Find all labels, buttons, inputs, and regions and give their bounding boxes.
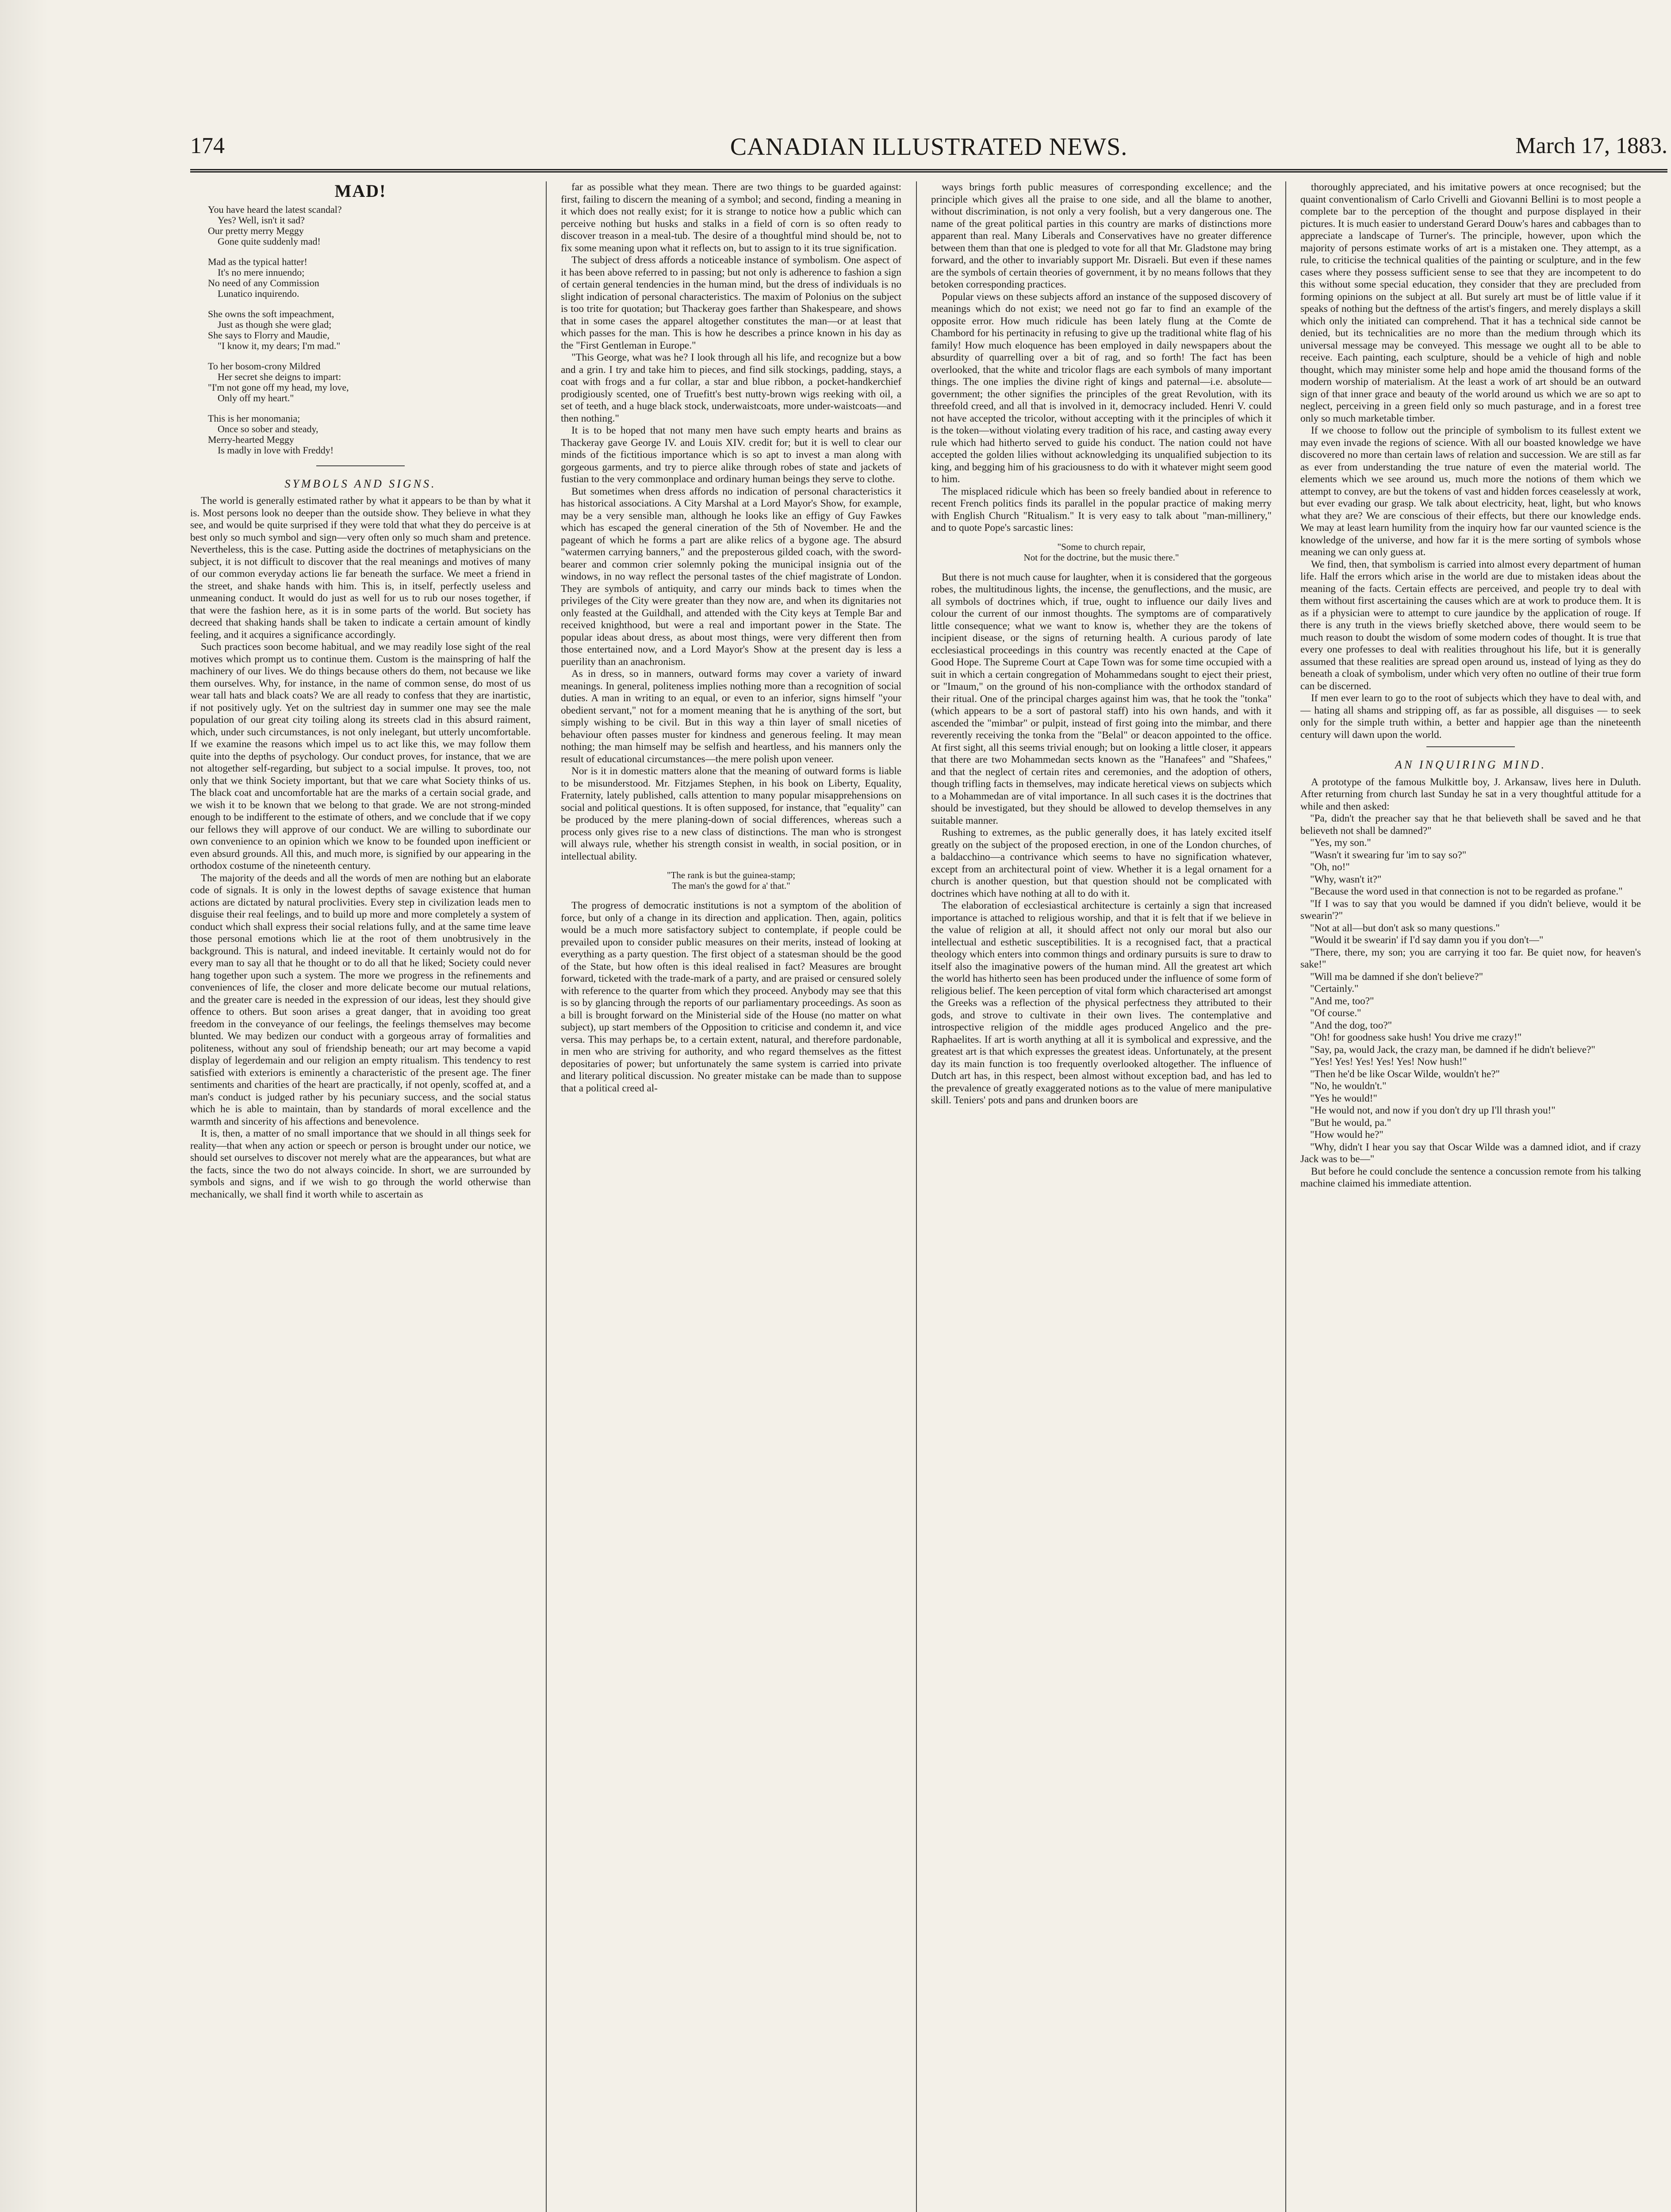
paragraph: "Yes, my son." [1310,837,1371,849]
paragraph: "Of course." [1310,1007,1361,1019]
paragraph: "Pa, didn't the preacher say that he that believeth shall be saved and he that believeth not shall be damned?" [1300,813,1641,837]
poem-stanza [208,204,531,247]
newspaper-title: CANADIAN ILLUSTRATED NEWS. [730,133,1128,161]
poem-line: Is madly in love with Freddy! [218,444,334,456]
poem-line: She says to Florry and Maudie, [208,329,330,341]
paragraph: "Then he'd be like Oscar Wilde, wouldn't he?" [1310,1068,1500,1080]
column-4 [1300,181,1641,2212]
paragraph: "And me, too?" [1310,995,1374,1007]
poem-stanza [208,309,531,351]
article-title-symbols: SYMBOLS AND SIGNS. [284,477,437,490]
quotation-line: The man's the gowd for a' that." [672,880,790,891]
quotation-burns [561,870,901,891]
paragraph: Popular views on these subjects afford an instance of the supposed discovery of meanings which do not exist; we need not go far to find an example of the opposite error. How much ridicule has been lately flung at the Comte de Chambord for his pertinacity in refusing to give up the traditional white flag of his family! How much eloquence has been employed in daily newspapers about the absurdity of quarrelling over a bit of rag, and so forth! The fact has been overlooked, that the white and tricolor flags are each symbols of many important things. The one implies the divine right of kings and paternal—i.e. absolute—government; the other signifies the principles of the great Revolution, with its threefold creed, and all that is involved in it, democracy included. Henri V. could not have accepted the tricolor, without accepting with it the principles of which it is the token—without violating every tradition of his race, and casting away every rule which had hitherto served to guide his conduct. The nation could not have accepted the golden lilies without acknowledging its unqualified subjection to its king, and begging him of his graciousness to do with it whatever might seem good to him. [931,291,1272,485]
article-title-inquiring: AN INQUIRING MIND. [1395,758,1547,771]
page-edge-wear [0,0,49,2212]
column-1 [190,181,531,2212]
poem-stanza [208,413,531,456]
masthead [190,133,1667,168]
paragraph: It is to be hoped that not many men have such empty hearts and brains as Thackeray gave George IV. and Louis XIV. credit for; but it is well to clear our minds of the fictitious importance which is so apt to invest a man along with gorgeous garments, and try to pierce alike through robes of state and jackets of fustian to the very commonplace and ordinary human beings they serve to clothe. [561,425,901,485]
paragraph: The world is generally estimated rather by what it appears to be than by what it is. Most persons look no deeper than the outside show. They believe in what they see, and would be quite surprised if they were told that what they do perceive is at best only so much symbol and sign—very often only so much sham and pretence. Nevertheless, this is the case. Putting aside the doctrines of metaphysicians on the subject, it is not difficult to discover that the real meanings and motives of many of our common everyday actions lie far beneath the surface. We meet a friend in the street, and shake hands with him. This is, in itself, perfectly useless and unmeaning conduct. It would do just as well for us to rub our noses together, if that were the fashion here, as it is in some parts of the world. But society has decreed that shaking hands shall be taken to indicate a certain amount of kindly feeling, and it acquires a significance accordingly. [190,495,531,641]
poem-title: MAD! [334,181,387,201]
paragraph: But before he could conclude the sentence a concussion remote from his talking machine claimed his immediate attention. [1300,1165,1641,1189]
paragraph: "Because the word used in that connection is not to be regarded as profane." [1310,886,1623,897]
paragraph: "No, he wouldn't." [1310,1080,1387,1092]
quotation-pope [931,541,1272,563]
section-rule [1426,746,1515,747]
poem-line: "I'm not gone off my head, my love, [208,381,349,393]
poem-stanza [208,257,531,299]
paragraph: "But he would, pa." [1310,1117,1391,1129]
paragraph: "Yes he would!" [1310,1092,1377,1104]
paragraph: "Yes! Yes! Yes! Yes! Yes! Now hush!" [1310,1056,1467,1068]
page-number: 174 [190,133,225,158]
poem-line: Yes? Well, isn't it sad? [218,214,305,226]
section-rule [316,465,405,466]
paragraph: But sometimes when dress affords no indication of personal characteristics it has historical associations. A City Marshal at a Lord Mayor's Show, for example, may be a very sensible man, although he looks like an effigy of Guy Fawkes which has escaped the general cineration of the 5th of November. He and the pageant of which he forms a part are alike relics of a bygone age. The absurd "watermen carrying banners," and the preposterous gilded coach, with the sword-bearer and common crier solemnly poking the municipal insignia out of the windows, in no way reflect the personal tastes of the chief magistrate of London. They are symbols of antiquity, and carry our minds back to times when the privileges of the City were greater than they now are, and when its dignitaries not only feasted at the Guildhall, and attended with the City keys at Temple Bar and received knighthood, but were a real and important power in the State. The popular ideas about dress, as about most things, were very different then from those entertained now, and a Lord Mayor's Show at the present day is less a puerility than an anachronism. [561,485,901,668]
quotation-line: "The rank is but the guinea-stamp; [667,870,796,880]
paragraph: "Why, wasn't it?" [1310,873,1382,885]
poem-line: It's no mere innuendo; [218,266,305,278]
article-body [931,181,1272,534]
paragraph: "Would it be swearin' if I'd say damn you if you don't—" [1310,934,1544,946]
paragraph: But there is not much cause for laughter, when it is considered that the gorgeous robes, the multitudinous lights, the incense, the genuflections, and the music, are all symbols of doctrines which, if true, ought to influence our daily lives and colour the current of our inmost thoughts. The symptoms are of comparatively little consequence; what we want to know is, whether they are the tokens of incipient disease, or the signs of returning health. A curious parody of late ecclesiastical proceedings in this country was recently enacted at the Cape of Good Hope. The Supreme Court at Cape Town was for some time occupied with a suit in which a certain congregation of Mohammedans sought to eject their priest, or "Imaum," on the ground of his non-compliance with the orthodox standard of their ritual. One of the principal charges against him was, that he took the "tonka" (which appears to be a sort of pastoral staff) into his own hands, and with it ascended the "mimbar" or pulpit, instead of first going into the mimbar, and there reverently receiving the tonka from the "Belal" or deacon appointed to the office. At first sight, all this seems trivial enough; but on looking a little closer, it appears that there are two Mohammedan sects known as the "Hanafees" and "Shafees," and that the neglect of certain rites and ceremonies, and the adoption of others, though trifling facts in themselves, may indicate heretical views on subjects which to a Mohammedan are of vital importance. In all such cases it is the doctrines that should be investigated, but they should be allowed to develop themselves in any suitable manner. [931,571,1272,826]
paragraph: ways brings forth public measures of corresponding excellence; and the principle which gives all the praise to one side, and all the blame to another, without discrimination, is not only a very foolish, but a very dangerous one. The name of the great political parties in this country are marks of distinctions more apparent than real. Many Liberals and Conservatives have no greater difference between them than that one is pledged to vote for all that Mr. Gladstone may bring forward, and the other to invariably support Mr. Disraeli. But even if these names are the symbols of certain theories of government, it by no means follows that they betoken corresponding practices. [931,181,1272,290]
article-body [190,495,531,1201]
poem-line: Merry-hearted Meggy [208,434,294,445]
poem-line: Her secret she deigns to impart: [218,371,341,382]
paragraph: "He would not, and now if you don't dry up I'll thrash you!" [1310,1105,1556,1116]
article-body [931,572,1272,1107]
paragraph: Such practices soon become habitual, and we may readily lose sight of the real motives which prompt us to continue them. Custom is the mainspring of half the machinery of our lives. We do things because others do them, not because we like them ourselves. Why, for instance, in the name of common sense, do most of us wear tall hats and black coats? We are all ready to confess that they are inartistic, if not positively ugly. Yet on the sultriest day in summer one may see the male population of our great city toiling along its streets clad in this absurd raiment, which, under such circumstances, is not only inelegant, but utterly uncomfortable. If we examine the reasons which impel us to act like this, we may follow them quite into the depths of psychology. Our conduct proves, for instance, that we are not altogether self-regarding, but subject to a social impulse. It proves, too, not only that we think Society important, but that we care what Society thinks of us. The black coat and uncomfortable hat are the marks of a certain social grade, and we wish it to be known that we belong to that grade. We are not strong-minded enough to be indifferent to the estimate of others, and we conclude that if we copy our fellows they will approve of our conduct. We are willing to subordinate our own convenience to an opinion which we know to be founded upon inefficient or even absurd grounds. All this, and much more, is signified by our appearing in the orthodox costume of the nineteenth century. [190,641,531,872]
paragraph: Nor is it in domestic matters alone that the meaning of outward forms is liable to be misunderstood. Mr. Fitzjames Stephen, in his book on Liberty, Equality, Fraternity, lately published, calls attention to many popular misapprehensions on social and political questions. It is often supposed, for instance, that "equality" can be produced by the mere planing-down of social differences, whereas such a process only gives rise to a new class of distinctions. The man who is strongest will always rule, whether his strength consist in wealth, in social position, or in intellectual ability. [561,765,901,862]
paragraph: far as possible what they mean. There are two things to be guarded against: first, failing to discern the meaning of a symbol; and second, finding a meaning in it which does not really exist; for it is strange to notice how a public which can perceive nothing but husks and stalks in a field of corn is so often ready to discover treason in a meal-tub. The desire of a thoughtful mind should be, not to fix some meaning upon what it reflects on, but to assign to it its true signification. [561,181,901,254]
paragraph: If we choose to follow out the principle of symbolism to its fullest extent we may even invade the regions of science. With all our boasted knowledge we have discovered no more than certain laws of relation and succession. We are still as far as ever from understanding the true nature of even the material world. The elements which we see around us, much more the notions of them which we attempt to convey, are but the tokens of vast and hidden forces ceaselessly at work, but ever evading our grasp. We talk about electricity, heat, light, but who knows what they are? We are conscious of their effects, but there our knowledge ends. We may at least learn humility from the inquiry how far our vaunted science is the knowledge of the universe, and how far it is the mere sorting of symbols whose meaning we can only guess at. [1300,425,1641,558]
poem-line: Only off my heart." [218,392,294,403]
article-body [1300,181,1641,741]
poem-line: Just as though she were glad; [218,319,332,330]
paragraph: The majority of the deeds and all the words of men are nothing but an elaborate code of signals. It is only in the lowest depths of savage existence that human actions are dictated by natural proclivities. Every step in civilization leads men to disguise their real feelings, and to build up more and more completely a system of conduct which shall express their social relations fully, and at the same time leave those personal emotions which lie at the root of them unobtrusively in the background. This is natural, and indeed inevitable. It certainly would not do for every man to say all that he thought or to do all that he liked; Society could never hang together upon such a system. The more we progress in the refinements and conveniences of life, the closer and more delicate become our mutual relations, and the greater care is needed in the expression of our ideas, lest they should give offence to others. But soon arises a great danger, that in avoiding too great freedom in the conveyance of our feelings, the feelings themselves may become blunted. We may bedizen our conduct with a gorgeous array of formalities and politeness, without any soul of friendship beneath; our art may become a vapid display of legerdemain and our religion an empty ritualism. This tendency to rest satisfied with exteriors is eminently a characteristic of the present age. The finer sentiments and charities of the heart are practically, if not openly, scoffed at, and a man's conduct is judged rather by his pecuniary success, and the social status which he is able to maintain, than by standards of moral excellence and the warmth and sincerity of his affections and benevolence. [190,872,531,1127]
poem-line: Gone quite suddenly mad! [218,235,321,247]
poem-line: Lunatico inquirendo. [218,288,299,299]
column-rule [916,181,917,2212]
paragraph: "Will ma be damned if she don't believe?" [1310,971,1483,983]
paragraph: If men ever learn to go to the root of subjects which they have to deal with, and — hating all shams and stripping off, as far as possible, all disguises — to seek only for the simple truth within, a better and happier age than the nineteenth century will dawn upon the world. [1300,692,1641,741]
poem-line: Mad as the typical hatter! [208,256,307,267]
paragraph: The subject of dress affords a noticeable instance of symbolism. One aspect of it has been above referred to in passing; but not only is adherence to fashion a sign of certain general tendencies in the human mind, but the dress of individuals is no slight indication of personal characteristics. The maxim of Polonius on the subject is too trite for quotation; but Thackeray goes farther than Shakespeare, and shows that in some cases the apparel altogether constitutes the man—or at least that which passes for the man. This is how he describes a prince known in his day as the "First Gentleman in Europe." [561,254,901,351]
paragraph: We find, then, that symbolism is carried into almost every department of human life. Half the errors which arise in the world are due to mistaken ideas about the meaning of the facts. Certain effects are perceived, and people try to deal with them without first ascertaining the causes which are at work to produce them. It is as if a physician were to attempt to cure jaundice by the application of rouge. If there is any truth in the views briefly sketched above, there would seem to be much reason to doubt the wisdom of some modern codes of thought. It is true that every one professes to deal with realities throughout his life, but it is generally assumed that these realities are spread open around us, instead of lying as they do beneath a cloak of symbolism, under which very often no outline of their true form can be discerned. [1300,558,1641,692]
poem-line: You have heard the latest scandal? [208,204,342,215]
paragraph: "How would he?" [1310,1129,1384,1141]
paragraph: "Certainly." [1310,983,1359,995]
article-body [561,900,901,1094]
paragraph: "There, there, my son; you are carrying it too far. Be quiet now, for heaven's sake!" [1300,946,1641,970]
dialogue [1300,813,1641,1166]
poem-line: Our pretty merry Meggy [208,225,304,236]
poem-line: This is her monomania; [208,412,300,424]
column-3 [931,181,1272,2212]
paragraph: The elaboration of ecclesiastical architecture is certainly a sign that increased importance is attached to religious worship, and that it is felt that if we believe in the value of religion at all, it should affect not only our moral but also our intellectual and esthetic susceptibilities. It is a recognised fact, that a practical theology which enters into common things and ordinary pursuits is sure to draw to itself also the imaginative powers of the human mind. All the greatest art which the world has hitherto seen has been produced under the influence of some form of religious belief. The keen perception of vital form which characterised art amongst the Greeks was a reflection of the physical perfectness they attributed to their gods, and strove to cultivate in their own lives. The contemplative and introspective religion of the middle ages produced Angelico and the pre-Raphaelites. If art is worth anything at all it is symbolical and expressive, and the greatest art is that which expresses the greatest ideas. Unfortunately, at the present day its main function is too frequently overlooked altogether. The influence of Dutch art has, in this respect, been almost without exception bad, and has led to the prevalence of greatly exaggerated notions as to the value of mere manipulative skill. Teniers' pots and pans and drunken boors are [931,900,1272,1106]
article-body [561,181,901,863]
paragraph: thoroughly appreciated, and his imitative powers at once recognised; but the quaint conventionalism of Carlo Crivelli and Giovanni Bellini is to most people a complete bar to the perception of the thought and purpose displayed in their pictures. It is much easier to understand Gerard Douw's hares and cabbages than to appreciate a landscape of Turner's. The principle, however, upon which the majority of persons estimate works of art is a mistaken one. They attempt, as a rule, to criticise the technical qualities of the painting or sculpture, and in the few cases where they possess sufficient sense to see that they are incompetent to do this without some special education, they consider that they are precluded from forming opinions on the subject at all. But surely art must be of little value if it speaks of nothing but the deftness of the artist's fingers, and merely displays a skill which only the initiated can comprehend. That it has a technical side cannot be denied, but its technicalities are no more than the medium through which its universal message may be conveyed. This message we ought all to be able to receive. Each painting, each sculpture, should be a vehicle of high and noble thought, which may minister some help and hope amid the thousand forms of the modern worship of materialism. At the least a work of art should be an outward sign of that inner grace and beauty of the world around us which we are so apt to neglect, perceiving in a green field only so much pasturage, and in a forest tree only so much marketable timber. [1300,181,1641,424]
paragraph: "Why, didn't I hear you say that Oscar Wilde was a damned idiot, and if crazy Jack was to be—" [1300,1141,1641,1165]
paragraph: "Say, pa, would Jack, the crazy man, be damned if he didn't believe?" [1310,1044,1595,1056]
paragraph: Rushing to extremes, as the public generally does, it has lately excited itself greatly on the subject of the proposed erection, in one of the London churches, of a baldacchino—a contrivance which seems to have no signification whatever, except from an architectural point of view. Whether it is a legal ornament for a church is another question, but that question should not be complicated with doctrines which have nothing at all to do with it. [931,827,1272,899]
paragraph: "Oh, no!" [1310,861,1350,873]
column-2 [561,181,901,2212]
quotation-line: "Some to church repair, [1057,541,1146,552]
paragraph: The progress of democratic institutions is not a symptom of the abolition of force, but only of a change in its direction and application. Then, again, politics would be a much more satisfactory subject to contemplate, if people could be prevailed upon to consider public measures on their merits, instead of looking at everything as a party question. The first object of a statesman should be the good of the State, but how often is this ideal realised in fact? Measures are brought forward, ticketed with the trade-mark of a party, and are praised or censured solely with reference to the quarter from which they proceed. Anybody may see that this is so by glancing through the reports of our parliamentary proceedings. As soon as a bill is brought forward on the Ministerial side of the House (no matter on what subject), up start members of the Opposition to criticise and condemn it, and vice versa. This may perhaps be, to a certain extent, natural, and therefore pardonable, in men who are striving for authority, and who regard themselves as the fittest depositaries of power; but unfortunately the same system is carried into private and literary political discussion. No greater mistake can be made than to suppose that a political creed al- [561,900,901,1094]
masthead-rule [190,169,1667,173]
poem-line: To her bosom-crony Mildred [208,360,321,372]
paragraph: "Not at all—but don't ask so many questions." [1310,922,1500,934]
paragraph: "Oh! for goodness sake hush! You drive me crazy!" [1310,1032,1522,1043]
paragraph: It is, then, a matter of no small importance that we should in all things seek for reality—that when any action or speech or person is brought under our notice, we should set ourselves to discover not merely what are the appearances, but what are the facts, since the two do not always coincide. In short, we are surrounded by symbols and signs, and if we wish to go through the world otherwise than mechanically, we shall find it worth while to ascertain as [190,1128,531,1200]
paragraph: A prototype of the famous Mulkittle boy, J. Arkansaw, lives here in Duluth. After returning from church last Sunday he sat in a very thoughtful attitude for a while and then asked: [1300,776,1641,812]
poem-line: Once so sober and steady, [218,423,318,434]
paragraph: "This George, what was he? I look through all his life, and recognize but a bow and a grin. I try and take him to pieces, and find silk stockings, padding, stays, a coat with frogs and a fur collar, a star and blue ribbon, a pocket-handkerchief prodigiously scented, one of Truefitt's best nutty-brown wigs reeking with oil, a set of teeth, and a huge black stock, underwaistcoats, more under-waistcoats—and then nothing." [561,352,901,424]
poem-line: She owns the soft impeachment, [208,308,334,319]
paragraph: "Wasn't it swearing fur 'im to say so?" [1310,849,1467,861]
paragraph: As in dress, so in manners, outward forms may cover a variety of inward meanings. In general, politeness implies nothing more than a recognition of social duties. A man in writing to an equal, or even to an inferior, signs himself "your obedient servant," not for a moment meaning that he is anything of the sort, but simply wishing to be civil. But in this way a thin layer of small niceties of behaviour often passes muster for kindness and generous feeling. It may mean nothing; the man himself may be selfish and heartless, and his manners only the result of educational circumstances—the mere polish upon veneer. [561,668,901,765]
paragraph: The misplaced ridicule which has been so freely bandied about in reference to recent French politics finds its parallel in the popular practice of making merry with English Church "Ritualism." It is very easy to talk about "man-millinery," and to quote Pope's sarcastic lines: [931,485,1272,534]
issue-date: March 17, 1883. [1515,133,1667,158]
paragraph: "And the dog, too?" [1310,1019,1392,1031]
poem-stanza [208,361,531,403]
quotation-line: Not for the doctrine, but the music there." [1023,552,1179,563]
column-rule [1285,181,1286,2212]
column-rule [546,181,547,2212]
paragraph: "If I was to say that you would be damned if you didn't believe, would it be swearin'?" [1300,898,1641,922]
poem-line: "I know it, my dears; I'm mad." [218,340,341,351]
poem-line: No need of any Commission [208,277,319,288]
poem-mad [208,204,531,456]
